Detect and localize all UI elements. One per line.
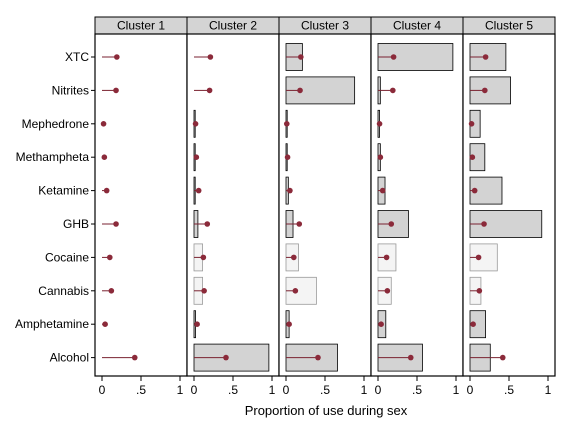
category-label: Mephedrone — [21, 116, 89, 131]
x-tick-label: 0 — [466, 383, 474, 397]
data-point — [476, 255, 482, 261]
data-point — [378, 154, 384, 160]
category-label: Cannabis — [38, 283, 89, 298]
category-label: GHB — [62, 217, 89, 231]
data-point — [378, 321, 384, 327]
category-labels — [15, 50, 95, 365]
panel-title: Cluster 2 — [208, 18, 258, 33]
category-label: Methampheta — [15, 150, 89, 165]
data-point — [472, 188, 478, 194]
data-point — [201, 255, 207, 261]
x-tick-label: .5 — [227, 383, 239, 397]
data-point — [102, 321, 108, 327]
data-point — [390, 88, 396, 94]
panel-frame — [187, 34, 279, 376]
data-point — [113, 88, 119, 94]
category-label: Cocaine — [44, 250, 89, 265]
x-tick-label: .5 — [411, 383, 423, 397]
panel — [371, 17, 463, 397]
panel-title: Cluster 1 — [116, 18, 166, 33]
data-point — [104, 188, 110, 194]
data-point — [223, 355, 229, 361]
x-tick-label: 0 — [190, 383, 198, 397]
data-point — [380, 188, 386, 194]
data-point — [201, 288, 207, 294]
data-point — [114, 54, 120, 60]
data-point — [477, 288, 483, 294]
category-label: Ketamine — [38, 183, 89, 198]
x-tick-label: 1 — [544, 383, 552, 397]
x-tick-label: 1 — [360, 383, 368, 397]
category-label: XTC — [65, 50, 89, 64]
data-point — [296, 221, 302, 227]
data-point — [285, 154, 291, 160]
data-point — [107, 255, 113, 261]
data-point — [470, 321, 476, 327]
data-point — [196, 188, 202, 194]
data-point — [194, 154, 200, 160]
data-point — [113, 221, 119, 227]
x-tick-label: 1 — [452, 383, 460, 397]
panel — [95, 17, 187, 397]
data-point — [384, 255, 390, 261]
data-point — [298, 54, 304, 60]
data-point — [385, 288, 391, 294]
x-tick-label: 0 — [282, 383, 290, 397]
data-point — [481, 221, 487, 227]
x-tick-label: 0 — [98, 383, 106, 397]
data-point — [208, 54, 214, 60]
data-point — [377, 121, 383, 127]
data-point — [470, 154, 476, 160]
x-tick-label: .5 — [319, 383, 331, 397]
data-point — [207, 88, 213, 94]
panel-title: Cluster 4 — [392, 18, 442, 33]
panel-title: Cluster 5 — [484, 18, 534, 33]
panels — [95, 17, 555, 397]
category-label: Nitrites — [51, 83, 89, 98]
data-point — [132, 355, 138, 361]
x-axis-title: Proportion of use during sex — [244, 403, 408, 418]
data-point — [194, 321, 200, 327]
data-point — [482, 88, 488, 94]
data-point — [109, 288, 115, 294]
category-label: Alcohol — [49, 350, 89, 365]
panel — [279, 17, 371, 397]
data-point — [391, 54, 397, 60]
data-point — [293, 288, 299, 294]
data-point — [287, 188, 293, 194]
panel-title: Cluster 3 — [300, 18, 350, 33]
data-point — [483, 54, 489, 60]
data-point — [297, 88, 303, 94]
data-point — [204, 221, 210, 227]
x-tick-label: .5 — [135, 383, 147, 397]
data-point — [286, 321, 292, 327]
x-tick-label: 1 — [176, 383, 184, 397]
data-point — [193, 121, 199, 127]
x-tick-label: 0 — [374, 383, 382, 397]
data-point — [284, 121, 290, 127]
data-point — [408, 355, 414, 361]
x-tick-label: .5 — [503, 383, 515, 397]
x-tick-label: 1 — [268, 383, 276, 397]
data-point — [388, 221, 394, 227]
data-point — [315, 355, 321, 361]
category-label: Amphetamine — [14, 317, 89, 332]
data-point — [101, 121, 107, 127]
panel — [187, 17, 279, 397]
data-point — [500, 355, 506, 361]
data-point — [291, 255, 297, 261]
panel — [463, 17, 555, 397]
panel-frame — [95, 34, 187, 376]
data-point — [469, 121, 475, 127]
data-point — [102, 154, 108, 160]
